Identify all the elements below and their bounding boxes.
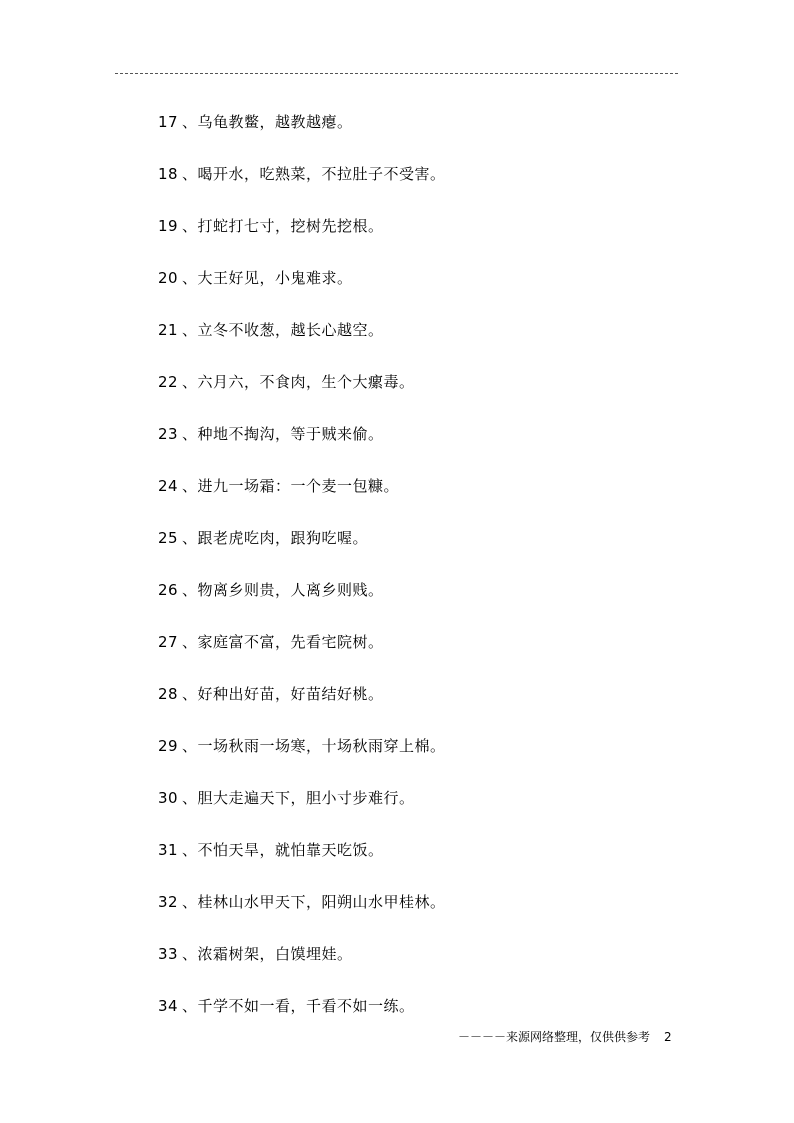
item-text: 千学不如一看，千看不如一练。	[197, 997, 415, 1015]
item-text: 胆大走遍天下，胆小寸步难行。	[197, 789, 415, 807]
item-text: 打蛇打七寸，挖树先挖根。	[197, 217, 384, 235]
list-item	[158, 474, 446, 526]
item-separator: 、	[182, 217, 198, 235]
item-number: 26	[158, 581, 179, 599]
item-text: 桂林山水甲天下，阳朔山水甲桂林。	[197, 893, 446, 911]
item-separator: 、	[182, 633, 198, 651]
item-text: 立冬不收葱，越长心越空。	[197, 321, 384, 339]
footer-source-text: －－－－来源网络整理，仅供供参考	[458, 1030, 651, 1044]
item-text: 六月六，不食肉，生个大瘰毒。	[197, 373, 415, 391]
item-separator: 、	[182, 113, 198, 131]
item-number: 19	[158, 217, 179, 235]
item-number: 25	[158, 529, 179, 547]
item-text: 不怕天旱，就怕靠天吃饭。	[197, 841, 384, 859]
item-separator: 、	[182, 477, 198, 495]
item-number: 24	[158, 477, 179, 495]
item-separator: 、	[182, 165, 198, 183]
list-item	[158, 526, 446, 578]
item-text: 种地不掏沟，等于贼来偷。	[197, 425, 384, 443]
list-item	[158, 110, 446, 162]
item-number: 27	[158, 633, 179, 651]
item-separator: 、	[182, 321, 198, 339]
list-item	[158, 630, 446, 682]
item-text: 进九一场霜：一个麦一包糠。	[197, 477, 400, 495]
page-footer	[458, 1028, 672, 1045]
item-separator: 、	[182, 581, 198, 599]
item-separator: 、	[182, 529, 198, 547]
list-item	[158, 214, 446, 266]
item-text: 好种出好苗，好苗结好桃。	[197, 685, 384, 703]
item-text: 一场秋雨一场寒，十场秋雨穿上棉。	[197, 737, 446, 755]
item-separator: 、	[182, 789, 198, 807]
item-text: 大王好见，小鬼难求。	[197, 269, 353, 287]
item-number: 30	[158, 789, 179, 807]
header-divider	[115, 73, 678, 74]
item-number: 20	[158, 269, 179, 287]
list-item	[158, 838, 446, 890]
list-item	[158, 422, 446, 474]
item-separator: 、	[182, 685, 198, 703]
item-text: 浓霜树架，白馍埋娃。	[197, 945, 353, 963]
item-separator: 、	[182, 997, 198, 1015]
page-number: 2	[664, 1030, 672, 1044]
list-item	[158, 682, 446, 734]
item-text: 喝开水，吃熟菜，不拉肚子不受害。	[197, 165, 446, 183]
item-number: 18	[158, 165, 179, 183]
list-item	[158, 370, 446, 422]
list-item	[158, 266, 446, 318]
item-separator: 、	[182, 373, 198, 391]
item-separator: 、	[182, 945, 198, 963]
list-item	[158, 578, 446, 630]
item-text: 家庭富不富，先看宅院树。	[197, 633, 384, 651]
item-text: 跟老虎吃肉，跟狗吃喔。	[197, 529, 369, 547]
list-item	[158, 734, 446, 786]
proverb-list	[158, 110, 446, 1046]
item-number: 29	[158, 737, 179, 755]
list-item	[158, 162, 446, 214]
item-number: 22	[158, 373, 179, 391]
item-number: 31	[158, 841, 179, 859]
item-separator: 、	[182, 425, 198, 443]
item-number: 34	[158, 997, 179, 1015]
item-number: 28	[158, 685, 179, 703]
item-number: 23	[158, 425, 179, 443]
item-text: 物离乡则贵，人离乡则贱。	[197, 581, 384, 599]
item-number: 32	[158, 893, 179, 911]
item-separator: 、	[182, 841, 198, 859]
list-item	[158, 786, 446, 838]
item-text: 乌龟教鳖，越教越瘪。	[197, 113, 353, 131]
item-number: 17	[158, 113, 179, 131]
item-separator: 、	[182, 737, 198, 755]
list-item	[158, 942, 446, 994]
list-item	[158, 994, 446, 1046]
list-item	[158, 890, 446, 942]
item-separator: 、	[182, 893, 198, 911]
item-number: 21	[158, 321, 179, 339]
item-number: 33	[158, 945, 179, 963]
item-separator: 、	[182, 269, 198, 287]
list-item	[158, 318, 446, 370]
